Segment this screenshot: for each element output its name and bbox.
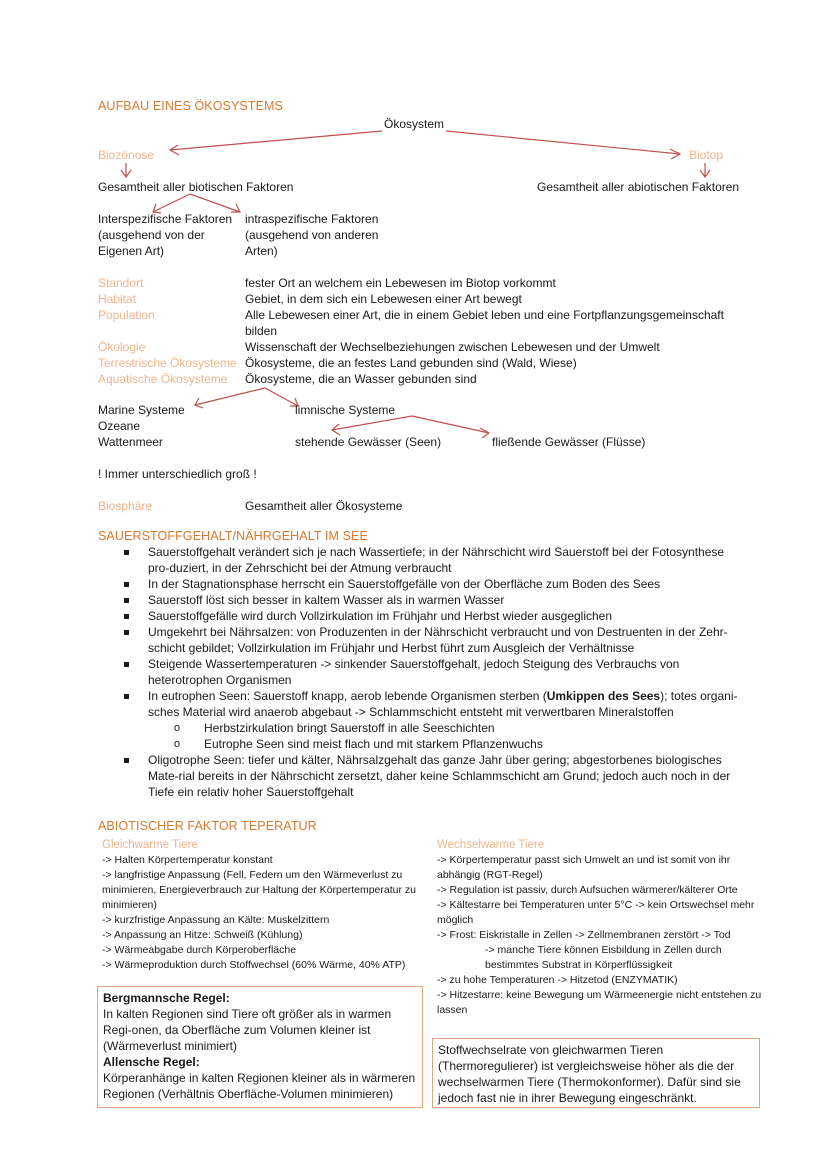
biotop-desc: Gesamtheit aller abiotischen Faktoren — [537, 180, 740, 194]
definition: Wissenschaft der Wechselbeziehungen zwischen Lebewesen und der Umwelt — [245, 340, 660, 354]
list-item: o Eutrophe Seen sind meist flach und mit starkem Pflanzenwuchs — [174, 736, 740, 752]
gleichwarme-title: Gleichwarme Tiere — [102, 839, 198, 851]
section-title-temperatur: ABIOTISCHER FAKTOR TEPERATUR — [98, 819, 317, 833]
stehende-gewaesser: stehende Gewässer (Seen) — [295, 435, 442, 449]
list-item: Umgekehrt bei Nährsalzen: von Produzenten in der Nährschicht verbraucht und von Destruenten in der Zehr-schicht gebildet; Vollzirkulation im Frühjahr und Herbst führt zum Ausgleich der Verhältnisse — [120, 624, 740, 656]
definition-list — [98, 275, 724, 387]
limnische-systeme: limnische Systeme — [295, 403, 396, 417]
stoffwechselrate-box: Stoffwechselrate von gleichwarmen Tieren (Thermoregulierer) ist vergleichsweise höher als die der wechselwarmen Tiere (Thermokonformer). Dafür sind sie jedoch fast nie in ihrer Bewegung eingeschränkt. — [432, 1038, 760, 1108]
term: Aquatische Ökosysteme — [98, 372, 228, 386]
list-item: Sauerstoffgehalt verändert sich je nach Wassertiefe; in der Nährschicht wird Sauerstoff bei der Fotosynthese pro-duziert, in der Zehrschicht bei der Atmung verbraucht — [120, 544, 740, 576]
definition: fester Ort an welchem ein Lebewesen im Biotop vorkommt — [245, 276, 556, 290]
note: ! Immer unterschiedlich groß ! — [98, 467, 257, 481]
node-biotop: Biotop — [689, 148, 724, 162]
term: Population — [98, 308, 155, 322]
list-item: Sauerstoff löst sich besser in kaltem Wasser als in warmen Wasser — [120, 592, 740, 608]
interspezifische-faktoren: Interspezifische Faktoren (ausgehend von der Eigenen Art) — [98, 212, 233, 258]
definition: Ökosysteme, die an Wasser gebunden sind — [245, 372, 477, 386]
wechselwarme-title: Wechselwarme Tiere — [437, 839, 545, 851]
intraspezifische-faktoren: intraspezifische Faktoren (ausgehend von anderen Arten) — [245, 212, 379, 258]
def-biosphaere: Gesamtheit aller Ökosysteme — [245, 499, 403, 513]
section-title-oekosystem: AUFBAU EINES ÖKOSYSTEMS — [98, 99, 283, 113]
node-biozoenose: Biozönose — [98, 148, 155, 162]
bergmann-allen-box: Bergmannsche Regel: In kalten Regionen sind Tiere oft größer als in warmen Regi-onen, da Oberfläche zum Volumen kleiner ist (Wärmeverlust minimiert) Allensche Regel: Körperanhänge in kalten Regionen kleiner als in wärmeren Regionen (Verhältnis Oberfläche-Volumen minimieren) — [97, 986, 423, 1108]
gleichwarme-tiere-column: Gleichwarme Tiere -> Halten Körpertemperatur konstant -> langfristige Anpassung (Fell, Federn um den Wärmeverlust zu minimieren, Energieverbrauch zur Haltung der Körpertemperatur zu minimieren) -> kurzfristige Anpassung an Kälte: Muskelzittern -> Anpassung an Hitze: Schweiß (Kühlung) -> Wärmeabgabe durch Körperoberfläche -> Wärmeproduktion durch Stoffwechsel (60% Wärme, 40% ATP) — [102, 838, 432, 973]
definition: Ökosysteme, die an festes Land gebunden sind (Wald, Wiese) — [245, 356, 577, 370]
list-item: Sauerstoffgefälle wird durch Vollzirkulation im Frühjahr und Herbst wieder ausgeglichen — [120, 608, 740, 624]
list-item: In der Stagnationsphase herrscht ein Sauerstoffgefälle von der Oberfläche zum Boden des Sees — [120, 576, 740, 592]
term: Ökologie — [98, 340, 146, 354]
fliessende-gewaesser: fließende Gewässer (Flüsse) — [492, 435, 646, 449]
term-biosphaere: Biosphäre — [98, 499, 153, 513]
list-item: Oligotrophe Seen: tiefer und kälter, Nährsalzgehalt das ganze Jahr über gering; abgestorbenes biologisches Mate-rial bereits in der Nährschicht zersetzt, daher keine Schlammschicht am Grund; jedoch auch noch in der Tiefe ein relativ hoher Sauerstoffgehalt — [120, 752, 740, 800]
marine-systeme: Marine Systeme Ozeane Wattenmeer — [98, 403, 185, 449]
list-item: o Herbstzirkulation bringt Sauerstoff in alle Seeschichten — [174, 720, 740, 736]
term: Standort — [98, 276, 144, 290]
sauerstoff-list — [120, 544, 740, 800]
sublist — [148, 720, 740, 752]
definition: Alle Lebewesen einer Art, die in einem Gebiet leben und eine Fortpflanzungsgemeinschaft — [245, 308, 724, 322]
term: Terrestrische Ökosysteme — [98, 356, 237, 370]
biozoenose-desc: Gesamtheit aller biotischen Faktoren — [98, 180, 294, 194]
list-item: In eutrophen Seen: Sauerstoff knapp, aerob lebende Organismen sterben (Umkippen des Sees); totes organi-sches Material wird anaerob abgebaut -> Schlammschicht entsteht mit verwertbaren Mineralstoffen o Herbstzirkulation bringt Sauerstoff in alle Seeschichten o Eutrophe Seen sind meist flach und mit starkem Pflanzenwuchs — [120, 688, 740, 752]
wechselwarme-tiere-column: Wechselwarme Tiere -> Körpertemperatur passt sich Umwelt an und ist somit von ihr abhängig (RGT-Regel) -> Regulation ist passiv, durch Aufsuchen wärmerer/kälterer Orte -> Kältestarre bei Temperaturen unter 5°C -> kein Ortswechsel mehr möglich -> Frost: Eiskristalle in Zellen -> Zellmembranen zerstört -> Tod -> manche Tiere können Eisbildung in Zellen durch bestimmtes Substrat in Körperflüssigkeit -> zu hohe Temperaturen -> Hitzetod (ENZYMATIK) -> Hitzestarre: keine Bewegung um Wärmeenergie nicht entstehen zu lassen — [437, 838, 767, 1018]
definition: bilden — [245, 324, 278, 338]
list-item: Steigende Wassertemperaturen -> sinkender Sauerstoffgehalt, jedoch Steigung des Verbrauchs von heterotrophen Organismen — [120, 656, 740, 688]
definition: Gebiet, in dem sich ein Lebewesen einer Art bewegt — [245, 292, 522, 306]
term: Habitat — [98, 292, 137, 306]
section-title-sauerstoff: SAUERSTOFFGEHALT/NÄHRGEHALT IM SEE — [98, 529, 368, 543]
node-oekosystem: Ökosystem — [384, 117, 445, 131]
